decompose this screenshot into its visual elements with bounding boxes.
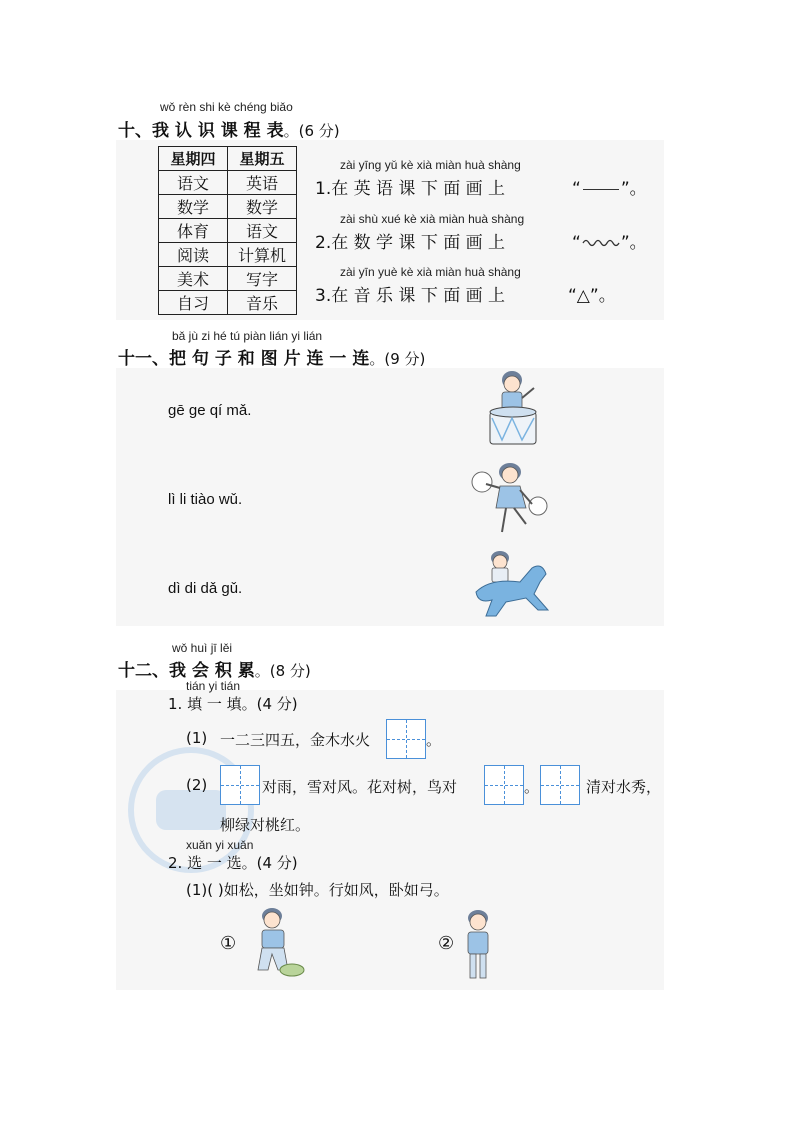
sentence-1: gē ge qí mǎ.: [168, 402, 252, 419]
q2-answer-box-1[interactable]: [220, 765, 260, 805]
boy-drum-picture[interactable]: [484, 368, 548, 450]
q1-text: 一二三四五，金木水火: [220, 731, 371, 749]
section12-title-prefix: 十二、: [118, 661, 169, 681]
q2-text-4: 柳绿对桃红。: [220, 816, 311, 834]
q2-number: (2): [186, 776, 208, 794]
boy-standing-picture[interactable]: [458, 906, 498, 982]
section12-score: 。(8 分): [254, 662, 311, 680]
part1-pinyin: tián yi tián: [186, 679, 241, 693]
schedule-cell: 数学: [159, 195, 228, 219]
part2-q1-number: (1): [186, 881, 208, 899]
part2-q1-blank[interactable]: ( ): [207, 881, 224, 899]
schedule-table: [158, 146, 297, 315]
part2-heading: [168, 852, 298, 873]
q2-answer-box-3[interactable]: [540, 765, 580, 805]
q1-number: (1): [186, 729, 208, 747]
part2-pinyin: xuǎn yi xuǎn: [186, 838, 254, 852]
section12-title-text: 我 会 积 累: [169, 661, 255, 681]
sentence-2: lì li tiào wǔ.: [168, 491, 243, 508]
schedule-cell: 语文: [159, 171, 228, 195]
item3-pinyin: zài yīn yuè kè xià miàn huà shàng: [340, 265, 521, 279]
item1-mark: [572, 174, 647, 199]
item1-text: 1.在 英 语 课 下 面 画 上: [315, 179, 506, 199]
boy-riding-horse-picture[interactable]: [470, 548, 556, 626]
q2-text-1: 对雨，雪对风。花对树，鸟对: [262, 778, 458, 796]
section10-title: [118, 116, 340, 141]
section10-title-prefix: 十、: [118, 121, 152, 141]
schedule-cell: 写字: [228, 267, 297, 291]
schedule-cell: 音乐: [228, 291, 297, 315]
part2-score: 。(4 分): [241, 854, 298, 872]
part2-label: 2. 选 一 选: [168, 854, 242, 872]
item1-pinyin: zài yīng yǔ kè xià miàn huà shàng: [340, 158, 521, 172]
q2-answer-box-2[interactable]: [484, 765, 524, 805]
wavy-line-icon: [582, 237, 620, 249]
schedule-cell: 阅读: [159, 243, 228, 267]
q2-text-2: 。: [524, 778, 540, 796]
section12-pinyin: wǒ huì jī lěi: [172, 641, 233, 655]
schedule-header-friday: 星期五: [228, 147, 297, 171]
option-1-label: ①: [220, 933, 237, 954]
schedule-cell: 英语: [228, 171, 297, 195]
schedule-cell: 体育: [159, 219, 228, 243]
girl-dancing-picture[interactable]: [470, 458, 550, 540]
straight-line-icon: [583, 189, 619, 190]
sentence-3: dì di dǎ gǔ.: [168, 580, 243, 597]
item1-mark-close: ”。: [620, 179, 647, 199]
section10-title-text: 我 认 识 课 程 表: [152, 121, 284, 141]
option-2-label: ②: [438, 933, 455, 954]
section10-pinyin: wǒ rèn shi kè chéng biǎo: [160, 100, 293, 114]
section11-title-text: 把 句 子 和 图 片 连 一 连: [169, 349, 370, 369]
part2-q1: [186, 879, 449, 900]
schedule-header-thursday: 星期四: [159, 147, 228, 171]
item3-mark: “△”。: [568, 286, 616, 306]
part1-heading: [168, 693, 298, 714]
boy-squatting-picture[interactable]: [248, 904, 306, 980]
section10-score: 。(6 分): [283, 122, 340, 140]
section11-pinyin: bǎ jù zi hé tú piàn lián yi lián: [172, 329, 323, 343]
section12-title: [118, 656, 311, 681]
q1-answer-box[interactable]: [386, 719, 426, 759]
schedule-cell: 数学: [228, 195, 297, 219]
item2-mark-open: “: [572, 233, 581, 253]
item2-mark-close: ”。: [620, 233, 647, 253]
schedule-cell: 计算机: [228, 243, 297, 267]
schedule-cell: 自习: [159, 291, 228, 315]
part1-label: 1. 填 一 填: [168, 695, 242, 713]
item1-mark-open: “: [572, 179, 581, 199]
item2-pinyin: zài shù xué kè xià miàn huà shàng: [340, 212, 525, 226]
schedule-cell: 语文: [228, 219, 297, 243]
schedule-cell: 美术: [159, 267, 228, 291]
item2-mark: [572, 228, 647, 253]
part1-score: 。(4 分): [241, 695, 298, 713]
item2-text: 2.在 数 学 课 下 面 画 上: [315, 233, 506, 253]
q2-text-3: 清对水秀，: [586, 778, 662, 796]
item3-text: 3.在 音 乐 课 下 面 画 上: [315, 286, 506, 306]
section11-title: [118, 344, 425, 369]
part2-q1-text: 如松，坐如钟。行如风，卧如弓。: [223, 881, 449, 899]
q1-end: 。: [426, 731, 442, 749]
section11-score: 。(9 分): [369, 350, 426, 368]
section11-title-prefix: 十一、: [118, 349, 169, 369]
